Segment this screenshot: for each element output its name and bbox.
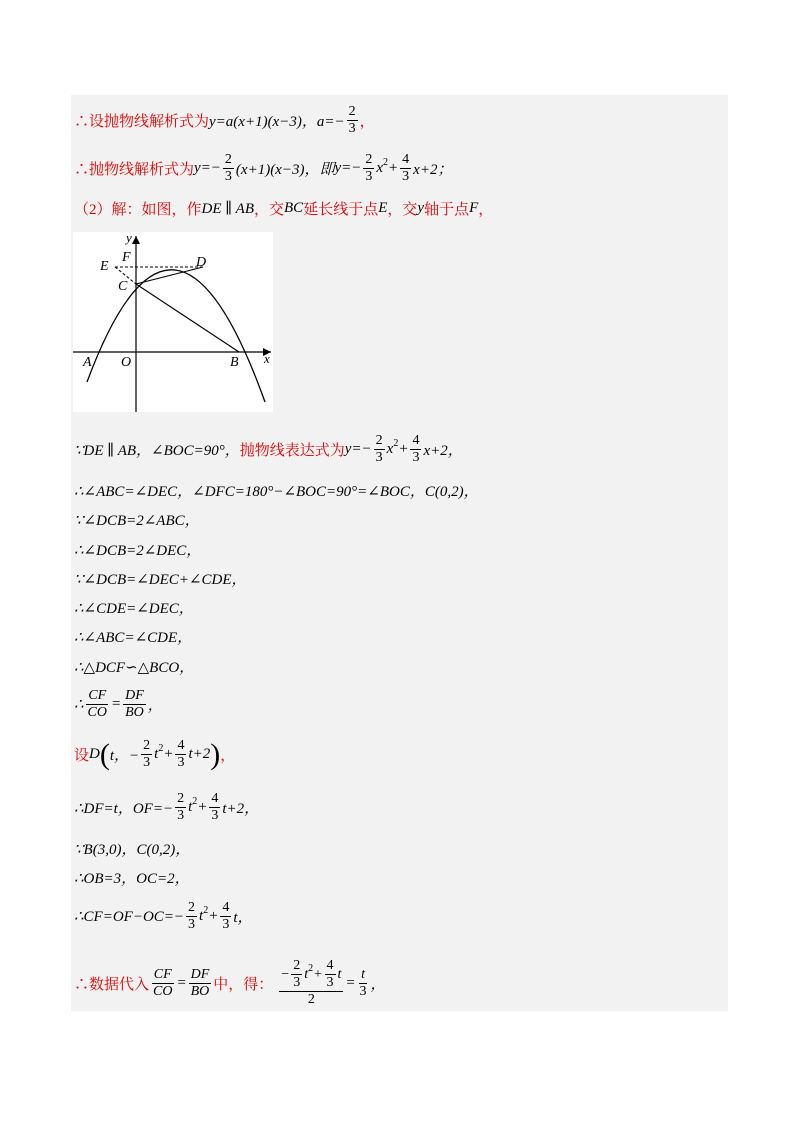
line-7: ∴∠DCB=2∠DEC， — [74, 543, 202, 559]
line-11: ∴△DCF∽△BCO， — [74, 660, 195, 676]
line-18: ∴数据代入 $\frac{CF}{CO}$ = $\frac{DF}{BO}$ 中，得： − $\frac{2}{3}$ t 2 + $\frac{4}{3}$ t 2 = $\frac{t}{3}$ ， — [74, 958, 386, 1007]
line-13: 设 D ( t，− $\frac{2}{3}$ t 2 + $\frac{4}{3}$ t+2 ) ， — [74, 737, 236, 771]
line-cb — [136, 284, 239, 352]
label-e: E — [100, 259, 109, 274]
line-6: ∵∠DCB=2∠ABC， — [74, 513, 200, 529]
math: y=a(x+1)(x−3)，a=− — [209, 114, 345, 130]
label-y: y — [126, 232, 132, 245]
line-1: ∴设抛物线解析式为 y=a(x+1)(x−3)，a=− $\frac{2}{3}$ ， — [74, 104, 375, 136]
line-3: （2）解：如图，作 DE ∥ AB ，交 BC 延长线于点 E ，交 y 轴于点 F ， — [74, 200, 494, 218]
label-a: A — [83, 355, 92, 370]
label-b: B — [230, 355, 239, 370]
fraction: $\frac{2}{3}$ — [224, 152, 232, 184]
line-5: ∴∠ABC=∠DEC，∠DFC=180°−∠BOC=90°=∠BOC，C(0,2)， — [74, 484, 479, 500]
line-9: ∴∠CDE=∠DEC， — [74, 601, 194, 617]
line-16: ∴OB=3，OC=2， — [74, 871, 190, 887]
fraction: $\frac{2}{3}$ — [348, 104, 356, 136]
label-f: F — [122, 250, 131, 265]
line-4: ∵DE ∥ AB，∠BOC=90°， 抛物线表达式为 y=− $\frac{2}{3}$ x 2 + $\frac{4}{3}$ x+2， — [74, 433, 463, 465]
line-12: ∴ $\frac{CF}{CO}$ = $\frac{DF}{BO}$ ， — [74, 688, 163, 720]
line-15: ∵B(3,0)，C(0,2)， — [74, 842, 191, 858]
label-d: D — [196, 255, 207, 270]
line-2: ∴抛物线解析式为 y=− $\frac{2}{3}$ (x+1)(x−3)，即 y=− $\frac{2}{3}$ x 2 + $\frac{4}{3}$ x+2； — [74, 152, 453, 184]
fraction: $\frac{2}{3}$ — [375, 433, 383, 465]
compound-fraction: − $\frac{2}{3}$ t 2 + $\frac{4}{3}$ t 2 — [281, 958, 342, 1007]
label-o: O — [121, 355, 132, 370]
label-x: x — [264, 351, 270, 366]
text: ∴设抛物线解析式为 — [74, 114, 210, 130]
line-17: ∴CF=OF−OC=− $\frac{2}{3}$ t 2 + $\frac{4}{3}$ t， — [74, 900, 253, 932]
y-axis-arrow — [132, 236, 140, 244]
parabola-diagram — [73, 232, 273, 412]
fraction: $\frac{4}{3}$ — [412, 433, 420, 465]
parabola-curve — [87, 270, 265, 402]
line-8: ∵∠DCB=∠DEC+∠CDE， — [74, 572, 247, 588]
geometry-figure — [73, 232, 273, 412]
fraction: $\frac{4}{3}$ — [402, 152, 410, 184]
line-10: ∴∠ABC=∠CDE， — [74, 630, 193, 646]
line-14: ∴DF=t，OF=− $\frac{2}{3}$ t 2 + $\frac{4}{3}$ t+2， — [74, 791, 260, 823]
label-c: C — [118, 279, 128, 294]
fraction: $\frac{2}{3}$ — [365, 152, 373, 184]
